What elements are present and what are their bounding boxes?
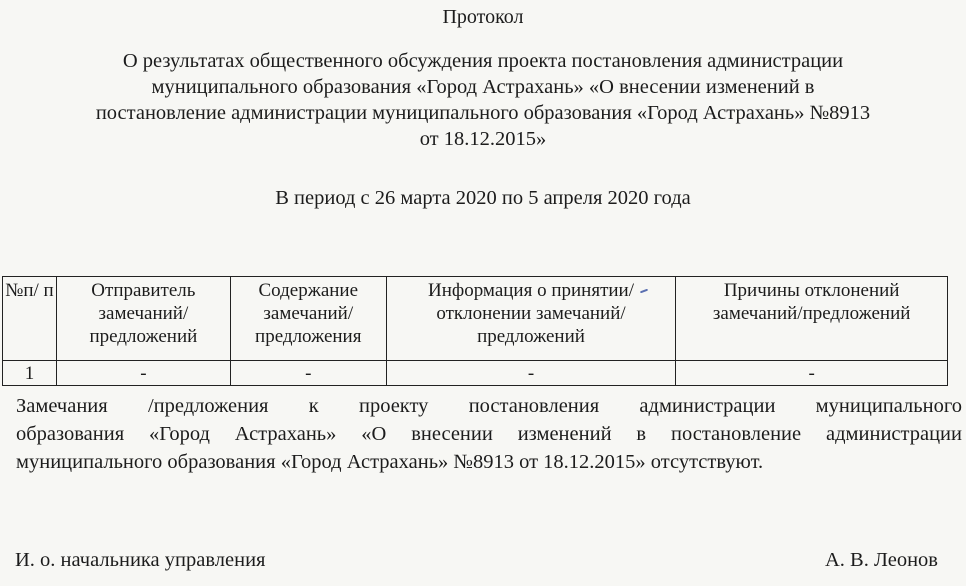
signatory-position: И. о. начальника управления — [15, 549, 266, 571]
column-header-content: Содержание замечаний/ предложения — [230, 277, 386, 361]
table-row — [3, 361, 948, 386]
table-cell: - — [56, 361, 230, 386]
document-subject — [20, 48, 946, 152]
column-header-decision-info: Информация о принятии/отклонении замечаний/предложений — [386, 277, 676, 361]
conclusion-paragraph — [16, 392, 962, 476]
subject-line: постановление администрации муниципального образования «Город Астрахань» №8913 — [95, 102, 871, 124]
subject-line: от 18.12.2015» — [419, 128, 547, 150]
table-cell: - — [676, 361, 948, 386]
column-header-sender: Отправитель замечаний/ предложений — [56, 277, 230, 361]
remarks-table — [2, 276, 948, 386]
discussion-period: В период с 26 марта 2020 по 5 апреля 2020 года — [275, 187, 691, 209]
table-cell: - — [230, 361, 386, 386]
subject-line: О результатах общественного обсуждения проекта постановления администрации — [122, 50, 844, 72]
table-cell: - — [386, 361, 676, 386]
signatory-name: А. В. Леонов — [825, 549, 938, 571]
document-title: Протокол — [442, 6, 524, 28]
table-header-row — [3, 277, 948, 361]
subject-line: муниципального образования «Город Астрахань» «О внесении изменений в — [151, 76, 815, 98]
column-header-number: №п/ п — [3, 277, 57, 361]
conclusion-line: Замечания /предложения к проекту постановления администрации муниципального — [16, 395, 962, 417]
table-cell: 1 — [3, 361, 57, 386]
conclusion-line: образования «Город Астрахань» «О внесении изменений в постановление администрации — [16, 423, 962, 445]
conclusion-line: муниципального образования «Город Астрахань» №8913 от 18.12.2015» отсутствуют. — [16, 451, 764, 473]
column-header-rejection-reasons: Причины отклонений замечаний/предложений — [676, 277, 948, 361]
